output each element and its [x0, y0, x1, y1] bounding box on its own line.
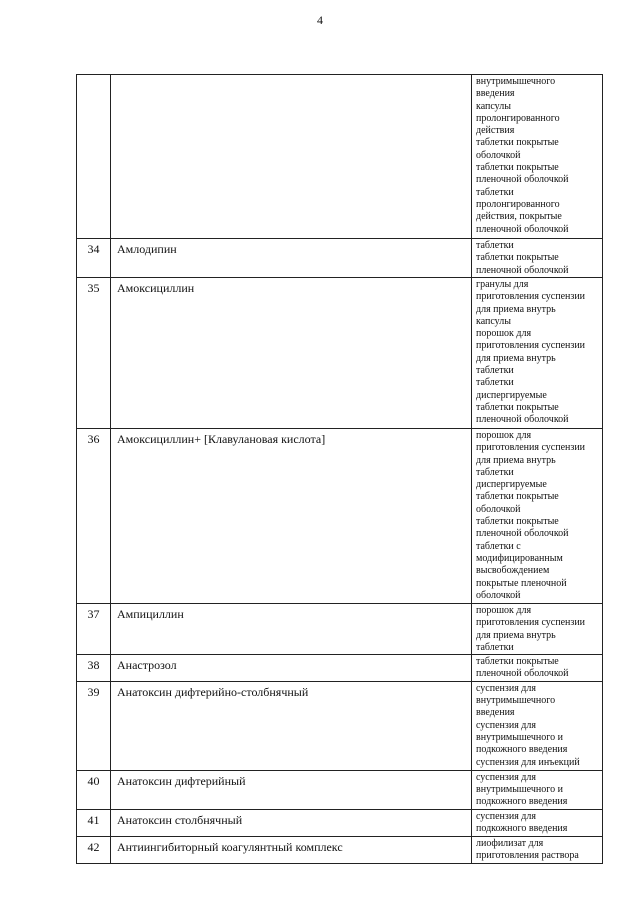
- drug-name: Анатоксин дифтерийный: [111, 770, 472, 809]
- dosage-form-line: внутримышечного и: [476, 784, 563, 796]
- row-number: 37: [77, 604, 111, 655]
- dosage-form-line: приготовления суспензии: [476, 617, 586, 629]
- dosage-form-line: таблетки покрытые: [476, 656, 559, 668]
- dosage-form-line: приготовления суспензии: [476, 291, 586, 303]
- drug-name: [111, 75, 472, 239]
- dosage-form-line: приготовления суспензии: [476, 442, 586, 454]
- dosage-form-line: оболочкой: [476, 589, 521, 601]
- dosage-form-line: лиофилизат для: [476, 837, 544, 849]
- dosage-form-line: пролонгированного: [476, 112, 560, 124]
- drug-name: Амлодипин: [111, 239, 472, 278]
- dosage-form-line: покрытые пленочной: [476, 577, 567, 589]
- dosage-form-line: гранулы для: [476, 279, 529, 290]
- medicines-table: [76, 74, 603, 864]
- row-number: 35: [77, 278, 111, 429]
- dosage-form-line: для приема внутрь: [476, 454, 556, 466]
- dosage-form-line: таблетки покрытые: [476, 491, 559, 503]
- drug-name: Амоксициллин: [111, 278, 472, 429]
- dosage-form-line: для приема внутрь: [476, 303, 556, 315]
- row-number: 41: [77, 809, 111, 836]
- dosage-form-line: таблетки: [476, 377, 514, 389]
- table-row: [77, 681, 603, 770]
- row-number: 39: [77, 681, 111, 770]
- dosage-form-line: внутримышечного и: [476, 731, 563, 743]
- table-row: [77, 836, 603, 863]
- dosage-forms: [472, 429, 603, 604]
- dosage-form-line: таблетки покрытые: [476, 252, 559, 264]
- drug-name: Анатоксин столбнячный: [111, 809, 472, 836]
- dosage-form-line: диспергируемые: [476, 479, 547, 491]
- drug-name: Антиингибиторный коагулянтный комплекс: [111, 836, 472, 863]
- table-row: [77, 770, 603, 809]
- dosage-form-line: порошок для: [476, 605, 532, 616]
- row-number: 36: [77, 429, 111, 604]
- dosage-form-line: суспензия для: [476, 810, 536, 822]
- dosage-form-line: пленочной оболочкой: [476, 414, 569, 426]
- dosage-form-line: действия, покрытые: [476, 211, 562, 223]
- dosage-form-line: введения: [476, 707, 515, 719]
- dosage-form-line: внутримышечного: [476, 695, 556, 707]
- dosage-form-line: оболочкой: [476, 149, 521, 161]
- dosage-form-line: подкожного введения: [476, 744, 568, 756]
- dosage-form-line: действия: [476, 125, 515, 137]
- dosage-form-line: подкожного введения: [476, 796, 568, 808]
- dosage-form-line: оболочкой: [476, 503, 521, 515]
- dosage-form-line: капсулы: [476, 100, 511, 112]
- table-body: [77, 75, 603, 864]
- table-row: [77, 278, 603, 429]
- dosage-form-line: таблетки покрытые: [476, 162, 559, 174]
- row-number: 38: [77, 655, 111, 682]
- dosage-form-line: таблетки с: [476, 540, 521, 552]
- dosage-forms: [472, 655, 603, 682]
- row-number: 34: [77, 239, 111, 278]
- dosage-form-line: пленочной оболочкой: [476, 668, 569, 680]
- row-number: 42: [77, 836, 111, 863]
- dosage-form-line: подкожного введения: [476, 822, 568, 834]
- dosage-form-line: модифицированным: [476, 552, 563, 564]
- dosage-form-line: таблетки покрытые: [476, 137, 559, 149]
- row-number: 40: [77, 770, 111, 809]
- dosage-form-line: таблетки: [476, 641, 514, 653]
- dosage-form-line: внутримышечного: [476, 76, 556, 87]
- dosage-form-line: таблетки покрытые: [476, 401, 559, 413]
- dosage-form-line: для приема внутрь: [476, 352, 556, 364]
- dosage-forms: [472, 239, 603, 278]
- table-row: [77, 429, 603, 604]
- dosage-forms: [472, 75, 603, 239]
- dosage-form-line: суспензия для: [476, 682, 536, 694]
- dosage-forms: [472, 278, 603, 429]
- dosage-form-line: порошок для: [476, 430, 532, 441]
- dosage-forms: [472, 836, 603, 863]
- dosage-form-line: порошок для: [476, 328, 532, 340]
- dosage-form-line: таблетки: [476, 186, 514, 198]
- dosage-form-line: капсулы: [476, 315, 511, 327]
- dosage-form-line: суспензия для: [476, 719, 536, 731]
- dosage-forms: [472, 809, 603, 836]
- dosage-forms: [472, 770, 603, 809]
- dosage-form-line: пленочной оболочкой: [476, 264, 569, 276]
- dosage-form-line: пленочной оболочкой: [476, 223, 569, 235]
- dosage-form-line: таблетки: [476, 466, 514, 478]
- dosage-form-line: приготовления суспензии: [476, 340, 586, 352]
- table-row: [77, 655, 603, 682]
- dosage-form-line: таблетки: [476, 365, 514, 377]
- table-row: [77, 604, 603, 655]
- drug-name: Амоксициллин+ [Клавулановая кислота]: [111, 429, 472, 604]
- drug-name: Анастрозол: [111, 655, 472, 682]
- drug-name: Анатоксин дифтерийно-столбнячный: [111, 681, 472, 770]
- table-row: [77, 239, 603, 278]
- dosage-form-line: пленочной оболочкой: [476, 174, 569, 186]
- dosage-form-line: таблетки: [476, 240, 514, 251]
- page-number: 4: [317, 13, 323, 27]
- dosage-form-line: приготовления раствора: [476, 849, 579, 861]
- dosage-form-line: высвобождением: [476, 565, 550, 577]
- table-row: [77, 809, 603, 836]
- dosage-form-line: суспензия для инъекций: [476, 756, 580, 768]
- drug-name: Ампициллин: [111, 604, 472, 655]
- dosage-form-line: таблетки покрытые: [476, 516, 559, 528]
- dosage-form-line: пленочной оболочкой: [476, 528, 569, 540]
- dosage-forms: [472, 681, 603, 770]
- dosage-forms: [472, 604, 603, 655]
- row-number: [77, 75, 111, 239]
- dosage-form-line: диспергируемые: [476, 389, 547, 401]
- dosage-form-line: введения: [476, 88, 515, 100]
- table-row: [77, 75, 603, 239]
- dosage-form-line: пролонгированного: [476, 198, 560, 210]
- dosage-form-line: для приема внутрь: [476, 629, 556, 641]
- dosage-form-line: суспензия для: [476, 771, 536, 783]
